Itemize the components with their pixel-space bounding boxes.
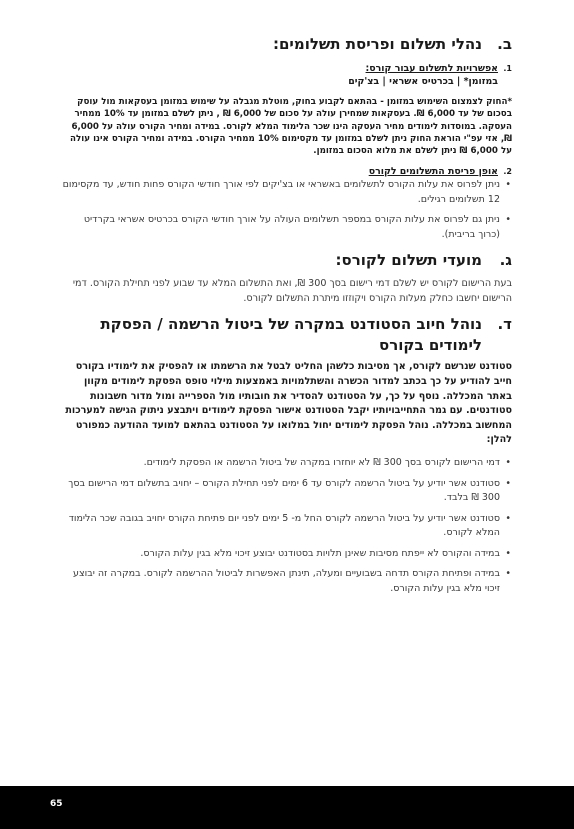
- section-b-number: ב.: [497, 35, 512, 53]
- list-item: • במידה ופתיחת הקורס תדחה בשבועיים ומעלה, תינתן האפשרות לביטול ההרשמה לקורס. במקרה זה יבוצע זיכוי מלא בגין עלות הקורס.: [62, 567, 512, 596]
- item-2-number: 2.: [503, 167, 512, 177]
- page-number: 65: [50, 799, 63, 809]
- cancellation-policy-text: סטודנט שנרשם לקורס, אך מסיבות כלשהן החליט לבטל את הרשמתו או להפסיק את לימודיו בקורס חייב להודיע על כך בכתב למדור הכשרה והשתלמויות באמצעות מילוי טופס הפסקת לימודים מקוון באתר המכללה. נוסף על כך, על הסטודנט להסדיר את חובותיו מול הספרייה ומול מדור חשבונות סטודנטים. עם גמר התחייבויותיו יקבל הסטודנט אישור הפסקת לימודים ויתבצע ניתוק הגישה למערכות המחשוב במכללה. נוהל הפסקת לימודים יחול במלואו על הסטודנט בהתאם למועד ההודעה כמפורט להלן:: [65, 361, 512, 446]
- list-item: • דמי הרישום לקורס בסך 300 ₪ לא יוחזרו במקרה של ביטול הרשמה או הפסקת לימודים.: [62, 456, 512, 471]
- payment-dates-text: בעת הרישום לקורס יש לשלם דמי רישום בסך 300 ₪, ואת התשלום המלא עד שבוע לפני תחילת הקורס. דמי הרישום יחשבו כחלק מעלות הקורס ויקוזזו מיתרת התשלום לקורס.: [72, 278, 512, 305]
- section-b-title: נהלי תשלום ופריסת תשלומים:: [272, 35, 482, 53]
- section-d-number: ד.: [497, 315, 512, 334]
- section-g-heading: [62, 250, 512, 270]
- list-item: • במידה והקורס לא ייפתח מסיבות שאינן תלויות בסטודנט יבוצע זיכוי מלא בגין עלות הקורס.: [62, 547, 512, 562]
- cash-law-note: *החוק לצמצום השימוש במזומן - בהתאם לקבוע בחוק, מוטלת מגבלה על שימוש במזומן בעסקאות מול עוסק בסכום של עד 6,000 ₪. בעסקאות שמחירן עולה על סכום של 6,000 ₪ , ניתן לשלם במזומן עד 10% ממחיר העסקה. במוסדות לימודים מחיר העסקה הינו שכר הלימוד המלא לקורס. במידה ומחיר הקורס עולה על 6,000 ₪, אזי עפ"י הוראת החוק ניתן לשלם במזומן עד מקסימום 10% ממחיר הקורס. במידה ומחיר הקורס אינו עולה על 6,000 ₪ ניתן לשלם את מלוא הסכום במזומן.: [70, 97, 512, 157]
- list-item: • סטודנט אשר יודיע על ביטול הרשמה לקורס עד 6 ימים לפני תחילת הקורס – יחויב בתשלום דמי הרישום בסך 300 ₪ בלבד.: [62, 477, 512, 506]
- footer-bar: [0, 786, 574, 829]
- section-d-heading: [62, 314, 512, 356]
- list-item: • ניתן לפרוס את עלות הקורס לתשלומים באשראי או בצ'יקים לפי אורך חודשי הקורס פחות חודש, עד מקסימום 12 תשלומים רגילים.: [62, 178, 512, 207]
- payment-methods: במזומן* | בכרטיס אשראי | בצ'קים: [348, 76, 498, 87]
- section-b-heading: [62, 34, 512, 54]
- cancellation-list: [62, 456, 512, 596]
- item-1-title: אפשרויות לתשלום עבור קורס:: [365, 63, 498, 74]
- list-item: • ניתן גם לפרוס את עלות הקורס במספר תשלומים העולה על אורך חודשי הקורס בכרטיס אשראי בקרדיט (כרוך בריבית).: [62, 213, 512, 242]
- content-area: [62, 34, 512, 602]
- section-d-title: נוהל חיוב הסטודנט במקרה של ביטול הרשמה / הפסקת לימודים בקורס: [100, 315, 482, 355]
- section-g-number: ג.: [499, 251, 512, 270]
- list-item: • סטודנט אשר יודיע על ביטול הרשמה לקורס החל מ- 5 ימים לפני יום פתיחת הקורס יחויב בגובה שכר הלימוד המלא לקורס.: [62, 512, 512, 541]
- section-g-title: מועדי תשלום לקורס:: [335, 251, 482, 270]
- installments-list: [62, 178, 512, 242]
- item-2-heading: [62, 165, 512, 178]
- item-2-title: אופן פריסת התשלומים לקורס: [368, 166, 498, 178]
- item-1-number: 1.: [503, 64, 512, 73]
- item-1-heading: [62, 62, 512, 75]
